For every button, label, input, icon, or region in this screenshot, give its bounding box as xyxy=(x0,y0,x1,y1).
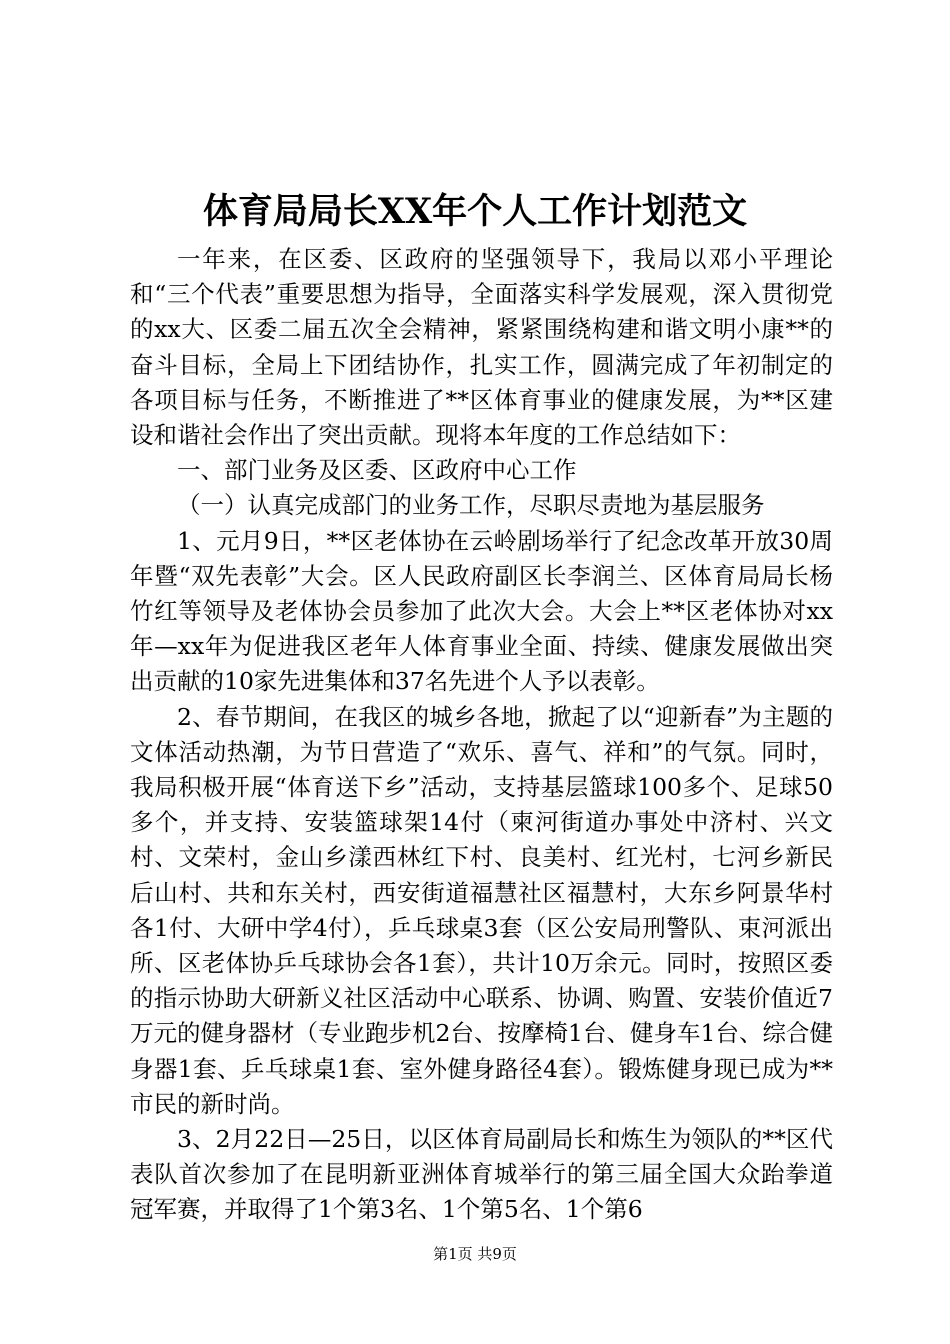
paragraph-item-2: 2、春节期间，在我区的城乡各地，掀起了以“迎新春”为主题的文体活动热潮，为节日营造了“欢乐、喜气、祥和”的气氛。同时，我局积极开展“体育送下乡”活动，支持基层篮球100多个、足球50多个，并支持、安装篮球架14付（柬河街道办事处中济村、兴文村、文荣村，金山乡漾西林红下村、良美村、红光村，七河乡新民后山村、共和东关村，西安街道福慧社区福慧村，大东乡阿景华村各1付、大研中学4付），乒乓球桌3套（区公安局刑警队、束河派出所、区老体协乒乓球协会各1套），共计10万余元。同时，按照区委的指示协助大研新义社区活动中心联系、协调、购置、安装价值近7万元的健身器材（专业跑步机2台、按摩椅1台、健身车1台、综合健身器1套、乒乓球桌1套、室外健身路径4套）。锻炼健身现已成为**市民的新时尚。 xyxy=(130,702,833,1118)
subsection-heading-1: （一）认真完成部门的业务工作，尽职尽责地为基层服务 xyxy=(177,491,765,520)
section-heading-1: 一、部门业务及区委、区政府中心工作 xyxy=(177,456,577,485)
paragraph-intro: 一年来，在区委、区政府的坚强领导下，我局以邓小平理论和“三个代表”重要思想为指导，全面落实科学发展观，深入贯彻党的xx大、区委二届五次全会精神，紧紧围绕构建和谐文明小康**的奋斗目标，全局上下团结协作，扎实工作，圆满完成了年初制定的各项目标与任务，不断推进了**区体育事业的健康发展，为**区建设和谐社会作出了突出贡献。现将本年度的工作总结如下： xyxy=(130,245,833,450)
document-body xyxy=(130,242,833,1228)
paragraph-item-3: 3、2月22日—25日，以区体育局副局长和炼生为领队的**区代表队首次参加了在昆明新亚洲体育城举行的第三届全国大众跆拳道冠军赛，并取得了1个第3名、1个第5名、1个第6 xyxy=(130,1125,833,1224)
paragraph-item-1: 1、元月9日，**区老体协在云岭剧场举行了纪念改革开放30周年暨“双先表彰”大会。区人民政府副区长李润兰、区体育局局长杨竹红等领导及老体协会员参加了此次大会。大会上**区老体协对xx年—xx年为促进我区老年人体育事业全面、持续、健康发展做出突出贡献的10家先进集体和37名先进个人予以表彰。 xyxy=(130,526,833,696)
page-footer: 第1页 共9页 xyxy=(433,1245,517,1263)
document-title: 体育局局长XX年个人工作计划范文 xyxy=(202,191,748,232)
